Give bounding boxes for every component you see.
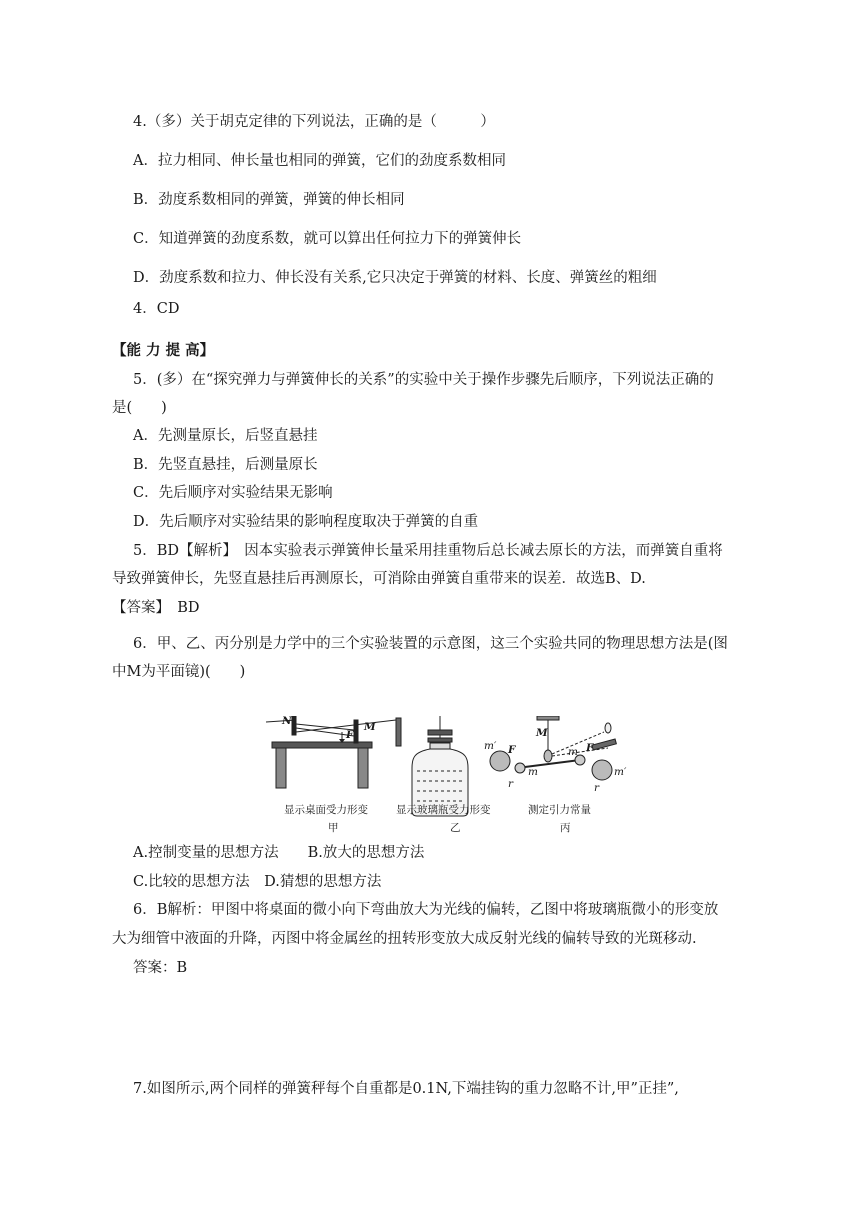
q4-answer: 4．CD	[133, 301, 180, 317]
q6-analysis-line2: 大为细管中液面的升降，丙图中将金属丝的扭转形变放大成反射光线的偏转导致的光斑移动.	[112, 931, 697, 947]
q5-option-b: B．先竖直悬挂，后测量原长	[133, 457, 318, 473]
q6-stem-line2: 中M为平面镜)( )	[112, 664, 246, 680]
label-m-right: m	[568, 746, 578, 758]
q4-option-b: B．劲度系数相同的弹簧，弹簧的伸长相同	[133, 192, 405, 208]
q6-options-line1: A.控制变量的思想方法 B.放大的思想方法	[133, 845, 425, 861]
q6-answer: 答案：B	[133, 960, 188, 976]
q6-options-line2: C.比较的思想方法 D.猜想的思想方法	[133, 874, 382, 890]
q4-stem: 4.（多）关于胡克定律的下列说法，正确的是（ ）	[133, 114, 495, 130]
label-n: N	[282, 715, 292, 727]
q6-analysis-line1: 6．B解析：甲图中将桌面的微小向下弯曲放大为光线的偏转，乙图中将玻璃瓶微小的形变放	[133, 902, 719, 918]
caption-jia: 显示桌面受力形变	[284, 804, 368, 816]
label-m-prime-left: m′	[484, 740, 497, 752]
caption-yi-label: 乙	[450, 822, 461, 834]
experiment-figure	[262, 715, 627, 838]
label-f-bing-right: F	[586, 742, 594, 754]
label-m-bing: M	[536, 727, 548, 739]
diagram-yi	[412, 716, 468, 816]
label-m-left: m	[528, 766, 538, 778]
label-r-left: r	[508, 778, 514, 790]
q4-option-c: C．知道弹簧的劲度系数，就可以算出任何拉力下的弹簧伸长	[133, 231, 522, 247]
q4-option-d: D．劲度系数和拉力、伸长没有关系,它只决定于弹簧的材料、长度、弹簧丝的粗细	[133, 270, 657, 286]
q5-option-c: C．先后顺序对实验结果无影响	[133, 485, 333, 501]
q5-analysis-line1: 5．BD【解析】 因本实验表示弹簧伸长量采用挂重物后总长减去原长的方法，而弹簧自重将	[133, 543, 723, 559]
label-f-bing-left: F	[508, 744, 516, 756]
q5-option-a: A．先测量原长，后竖直悬挂	[133, 428, 318, 444]
q5-answer: 【答案】 BD	[112, 600, 200, 616]
label-m-mirror: M	[364, 721, 376, 733]
q5-option-d: D．先后顺序对实验结果的影响程度取决于弹簧的自重	[133, 514, 479, 530]
caption-yi: 显示玻璃瓶受力形变	[396, 804, 491, 816]
label-m-prime-right: m′	[614, 766, 627, 778]
label-f-jia: F	[346, 729, 354, 741]
caption-bing: 测定引力常量	[528, 804, 591, 816]
caption-jia-label: 甲	[328, 822, 339, 834]
q6-stem-line1: 6．甲、乙、丙分别是力学中的三个实验装置的示意图，这三个实验共同的物理思想方法是(图	[133, 636, 728, 652]
section-heading: 【能 力 提 高】	[112, 342, 215, 359]
q5-stem-line1: 5．(多）在“探究弹力与弹簧伸长的关系”的实验中关于操作步骤先后顺序，下列说法正确的	[133, 372, 714, 388]
label-r-right: r	[594, 782, 600, 794]
q5-analysis-line2: 导致弹簧伸长，先竖直悬挂后再测原长，可消除由弹簧自重带来的误差．故选B、D.	[112, 571, 646, 587]
caption-bing-label: 丙	[560, 822, 571, 834]
q5-stem-line2: 是( )	[112, 400, 167, 416]
q7-stem-line1: 7.如图所示,两个同样的弹簧秤每个自重都是0.1N,下端挂钩的重力忽略不计,甲”正挂”,	[133, 1081, 679, 1097]
q4-option-a: A．拉力相同、伸长量也相同的弹簧，它们的劲度系数相同	[133, 153, 506, 169]
